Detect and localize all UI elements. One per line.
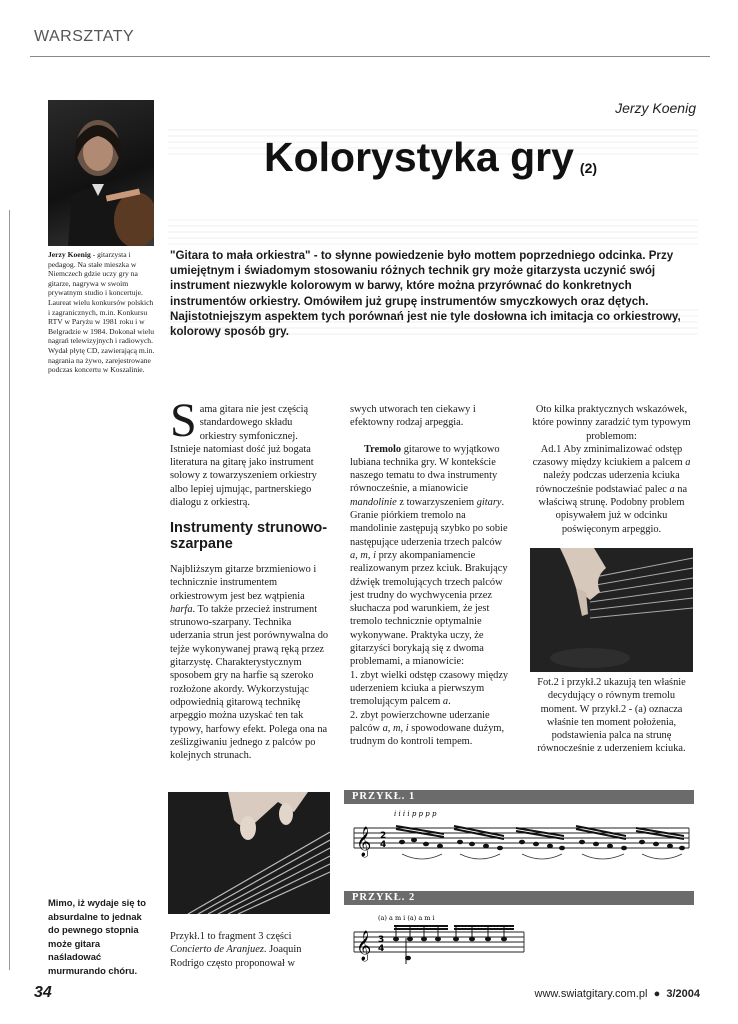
time-signature: 4 [380,840,387,850]
list-item: 1. zbyt wielki odstęp czasowy między uderzeniem kciuka a pierwszym tremolującym palcem [350,669,509,708]
body-text: . Joaquin Rodrigo często proponował w [170,944,302,969]
example-1-label: PRZYKŁ. 1 [344,790,694,804]
body-text: Ad.1 Aby zminimalizować odstęp czasowy między kciukiem a palcem [532,443,686,469]
column-1-intro [170,394,330,509]
list-item: spowodowane dużym, trudnym do kontroli tempem. [350,722,505,748]
column-1-body [170,563,330,762]
hand-strings-icon [168,792,330,914]
issue-number: 3/2004 [666,988,700,1000]
article-title [264,134,597,181]
photo-tremolo-hand [530,548,693,672]
example-2-label: PRZYKŁ. 2 [344,891,694,905]
body-emphasis: a [669,483,675,495]
treble-clef-icon: 𝄞 [356,827,372,857]
body-emphasis: Concierto de Aranjuez [170,944,264,956]
article-lead: "Gitara to mała orkiestra" - to słynne powiedzenie było mottem poprzedniego odcinka. Przy umiejętnym i świadomym stosowaniu różnych technik gry może gitarzysta uczynić swój instrument niezwykle kolorowym w barwy, które można przyrównać do konkretnych instrumentów orkiestry. Omówiłem już grupę instrumentów smyczkowych oraz dętych. Najistotniejszym aspektem tych porównań jest nie tyle dosłowna ich imitacja co orkiestrowy, kolorowy sposób gry. [170,249,681,339]
time-signature: 4 [378,944,385,954]
subheading: Instrumenty strunowo-szarpane [170,520,328,552]
example-1-caption [170,930,330,970]
binding-rule [9,210,10,970]
header-rule [30,56,710,57]
treble-clef-icon: 𝄞 [356,931,372,961]
title-part: (2) [579,160,598,176]
body-emphasis: gitary [476,496,502,508]
author-bio [48,250,156,375]
body-emphasis: a [685,457,691,469]
photo-hand-on-strings [168,792,330,914]
drop-cap: S [170,394,197,447]
bio-name: Jerzy Koenig [48,250,91,259]
article-author: Jerzy Koenig [615,100,696,116]
list-item: 2. zbyt powierzchowne uderzanie palców [350,709,490,734]
column-2: swych utworach ten ciekawy i efektowny rodzaj arpeggia. Tremolo gitarowe to wyjątkowo lubiana technika gry. W kontekście naszego tematu to dwa instrumenty równocześnie, a mianowicie mandolinie z towarzyszeniem gitary. Granie piórkiem tremolo na mandolinie zastępują szybko po sobie następujące uderzenia trzech palców a, m, i przy akompaniamencie realizowanym przez kciuk. Brakujący dźwięk tremolujących trzech palców jest trudny do wychwycenia przez słuchacza pod warunkiem, że jest tremolo technicznie optymalnie wykonywane. Praktyka uczy, że gitarzyści borykają się z dwoma problemami, a mianowicie: 1. zbyt wielki odstęp czasowy między uderzeniem kciuka a pierwszym tremolującym palcem a. 2. zbyt powierzchowne uderzanie palców a, m, i spowodowane dużym, trudnym do kontroli tempem. [350,404,509,748]
body-text: przy akompaniamencie realizowanym przez kciuk. Brakujący dźwięk tremolujących trzech palców jest trudny do wychwycenia przez słuchacza pod warunkiem, że jest tremolo technicznie optymalnie wykonywane. Praktyka uczy, że gitarzyści borykają się z dwoma problemami, a mianowicie: [350,549,508,668]
time-signature: 3 [378,935,385,945]
page-number: 34 [34,984,52,1001]
body-text: na właściwą strunę. Podobny problem opisywałem już w odcinku poświęconym arpeggio. [538,483,688,535]
tremolo-hand-icon [530,548,693,672]
footer-info [535,988,700,1000]
body-emphasis: harfa [170,603,193,615]
bullet-icon: ● [653,988,661,1000]
body-emphasis: a [442,696,449,708]
body-text: należy podczas uderzenia kciuka równocześnie podstawiać palec [535,470,680,495]
title-text: Kolorystyka gry [264,134,574,180]
body-emphasis: a, m, i [382,722,409,734]
body-text: Przykł.1 to fragment 3 części [170,931,292,942]
bio-text: - gitarzysta i pedagog. Na stałe mieszka w Niemczech gdzie uczy gry na gitarze, nagrywa w swoim prywatnym studio i koncertuje. Laureat wielu konkursów polskich i zagranicznych, m.in. Konkursu RTV w Paryżu w 1981 roku i w Belgradzie w 1984. Dokonał wielu nagrań telewizyjnych i radiowych. Wydał płytę CD, zawierającą m.in. nagrania na żywo, zarejestrowane podczas koncertu w Koszalinie. [48,250,155,375]
body-text: z towarzyszeniem [396,496,477,508]
section-label: WARSZTATY [34,28,135,45]
guitarist-portrait-icon [48,100,154,246]
fingering: (a) a m i (a) a m i [378,914,435,922]
body-bold: Tremolo [364,443,402,455]
body-text: . Granie piórkiem tremolo na mandolinie zastępują szybko po sobie następujące uderzenia trzech palców [350,496,508,548]
body-text: Oto kilka praktycznych wskazówek, które powinny zaradzić tym typowym problemom: [532,404,691,442]
author-photo [48,100,154,246]
body-text: . To także przecież instrument strunowo-szarpany. Technika uderzania strun jest porównywalna do tejże wykonywanej prawą ręką przez gitarzystę. Charakterystycznym sposobem gry na harfie są szeroko rozłożone akordy. Wykorzystując odpowiednią gitarową technikę arpeggio można uzyskać ten tak typowy, harfowy efekt. Polega ona na ześlizgiwaniu jednego z palców po kolejnych strunach. [170,603,329,762]
column-3-photo-caption: Fot.2 i przykł.2 ukazują ten właśnie decydujący o równym tremolu moment. W przykł.2 - (a) oznacza właśnie ten moment położenia, podstawienia palca na strunę równocześnie z uderzeniem kciuka. [537,677,686,755]
fingering: i i i i p p p p [394,810,437,818]
site-url: www.swiatgitary.com.pl [534,988,648,1000]
body-emphasis: a, m, i [350,549,376,561]
example-2-staff [344,908,694,968]
intro-text: ama gitara nie jest częścią standardowego składu orkiestry symfonicznej. Istnieje natomiast dość już bogata literatura na gitarę jako instrument solowy z towarzyszeniem orkiestry albo lepiej ujmując, partnerskiego dialogu z orkiestrą. [170,404,317,509]
body-emphasis: mandolinie [350,496,397,508]
example-1-staff [344,806,694,868]
time-signature: 2 [380,831,387,841]
body-text: gitarowe to wyjątkowo lubiana technika gry. W kontekście naszego tematu to dwa instrumenty równocześnie, a mianowicie [350,443,500,495]
body-text: Najbliższym gitarze brzmieniowo i technicznie instrumentem orkiestrowym jest bez wątpienia [170,564,317,602]
pull-quote: Mimo, iż wydaje się to absurdalne to jednak do pewnego stopnia może gitara naśladować murmurando chóru. [48,897,146,976]
body-text: swych utworach ten ciekawy i efektowny rodzaj arpeggia. [350,404,476,429]
column-3 [530,403,693,536]
